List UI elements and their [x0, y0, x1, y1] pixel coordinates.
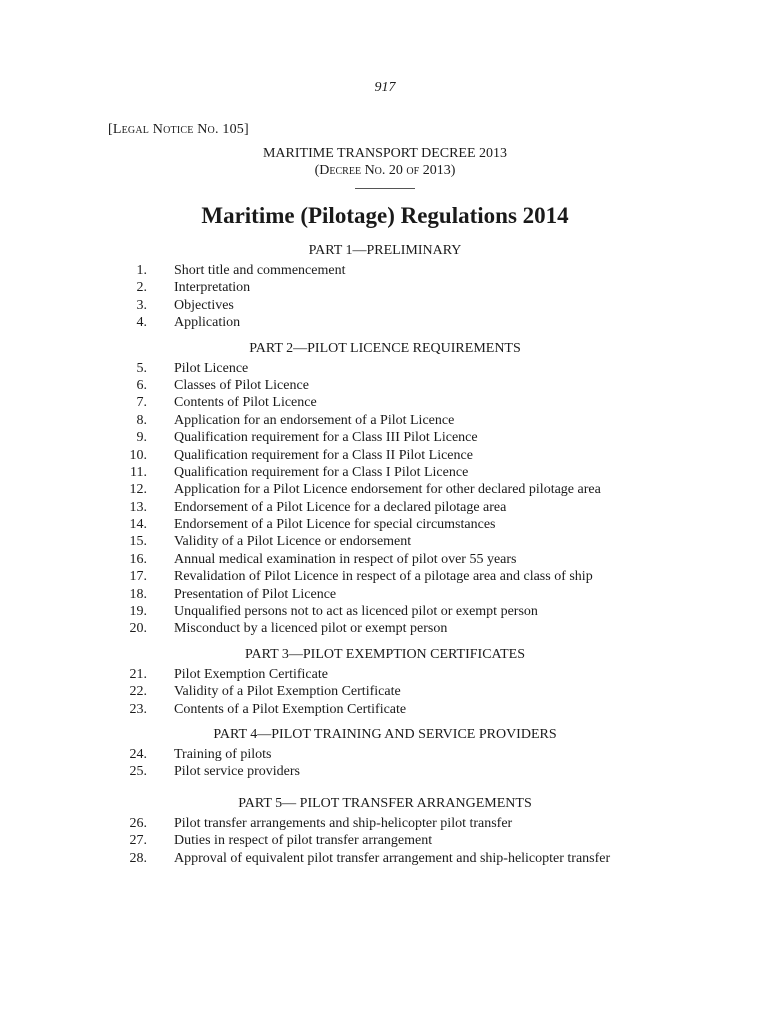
legal-notice-legal: Legal: [112, 122, 150, 137]
entry-number: 27.: [129, 833, 147, 849]
legal-notice-open: [: [108, 122, 113, 137]
legal-notice-no: No.: [197, 122, 219, 137]
decree-number: [0, 163, 770, 179]
entry-title: Qualification requirement for a Class I Pilot Licence: [174, 464, 469, 480]
entry-number: 8.: [136, 412, 147, 428]
entry-number: 14.: [129, 517, 147, 533]
legal-notice-notice: Notice: [152, 122, 194, 137]
toc-entry: [0, 279, 770, 296]
part-heading: PART 3—PILOT EXEMPTION CERTIFICATES: [244, 646, 526, 662]
entry-title: Application for an endorsement of a Pilot Licence: [174, 412, 455, 428]
entry-title: Unqualified persons not to act as licenced pilot or exempt person: [174, 604, 538, 620]
part-heading: PART 5— PILOT TRANSFER ARRANGEMENTS: [238, 795, 532, 811]
decree-no-label: No.: [364, 163, 386, 178]
entry-title: Interpretation: [174, 280, 251, 296]
toc-entry: [0, 683, 770, 700]
entry-title: Presentation of Pilot Licence: [174, 586, 337, 602]
entry-title: Application: [174, 315, 241, 331]
entry-number: 9.: [136, 430, 147, 446]
entry-number: 11.: [130, 464, 147, 480]
entry-number: 26.: [129, 815, 147, 831]
part-gap: [0, 781, 770, 793]
toc-entry: [0, 815, 770, 832]
toc-entry: [0, 620, 770, 637]
entry-title: Validity of a Pilot Exemption Certificate: [174, 684, 401, 700]
entry-number: 17.: [129, 569, 147, 585]
entry-number: 12.: [129, 482, 147, 498]
toc-entry: [0, 314, 770, 331]
entry-number: 20.: [129, 621, 147, 637]
toc-entry: [0, 568, 770, 585]
toc-entry: [0, 746, 770, 763]
entry-number: 16.: [129, 551, 147, 567]
toc-entry: [0, 701, 770, 718]
decree-word: Decree: [319, 163, 362, 178]
entry-number: 10.: [129, 447, 147, 463]
toc-entry: [0, 262, 770, 279]
entry-title: Qualification requirement for a Class III Pilot Licence: [174, 430, 478, 446]
decree-no-value: 20: [388, 163, 403, 178]
entry-number: 21.: [129, 666, 147, 682]
regulations-title: Maritime (Pilotage) Regulations 2014: [201, 203, 569, 228]
toc-entry: [0, 666, 770, 683]
entry-number: 15.: [129, 534, 147, 550]
entry-title: Annual medical examination in respect of pilot over 55 years: [174, 551, 517, 567]
toc-entry: [0, 533, 770, 550]
page-number: 917: [374, 80, 396, 95]
toc-entry: [0, 377, 770, 394]
entry-title: Endorsement of a Pilot Licence for special circumstances: [174, 517, 496, 533]
part-heading: PART 2—PILOT LICENCE REQUIREMENTS: [249, 340, 521, 356]
entry-title: Pilot Licence: [174, 360, 249, 376]
entry-number: 4.: [136, 315, 147, 331]
entry-number: 6.: [136, 377, 147, 393]
entry-title: Application for a Pilot Licence endorsement for other declared pilotage area: [174, 482, 601, 498]
toc-entry: [0, 586, 770, 603]
legal-notice: [108, 122, 249, 138]
decree-of: of: [406, 163, 420, 178]
entry-title: Pilot service providers: [174, 764, 300, 780]
toc-entry: [0, 763, 770, 780]
entry-number: 23.: [129, 701, 147, 717]
entry-number: 28.: [129, 850, 147, 866]
table-of-contents: [0, 240, 770, 867]
toc-entry: [0, 360, 770, 377]
entry-number: 24.: [129, 746, 147, 762]
toc-entry: [0, 464, 770, 481]
entry-title: Training of pilots: [174, 746, 272, 762]
entry-number: 5.: [136, 360, 147, 376]
entry-title: Classes of Pilot Licence: [174, 377, 309, 393]
entry-title: Misconduct by a licenced pilot or exempt person: [174, 621, 448, 637]
toc-entry: [0, 412, 770, 429]
entry-number: 19.: [129, 604, 147, 620]
part-heading: PART 1—PRELIMINARY: [308, 243, 462, 258]
toc-entry: [0, 429, 770, 446]
toc-entry: [0, 394, 770, 411]
entry-title: Pilot Exemption Certificate: [174, 666, 328, 682]
entry-title: Validity of a Pilot Licence or endorsement: [174, 534, 412, 550]
entry-title: Contents of a Pilot Exemption Certificate: [174, 701, 407, 717]
entry-number: 2.: [136, 280, 147, 296]
toc-entry: [0, 603, 770, 620]
toc-entry: [0, 481, 770, 498]
entry-title: Pilot transfer arrangements and ship-helicopter pilot transfer: [174, 815, 513, 831]
entry-title: Revalidation of Pilot Licence in respect of a pilotage area and class of ship: [174, 569, 593, 585]
toc-entry: [0, 447, 770, 464]
entry-number: 1.: [136, 263, 147, 278]
entry-number: 22.: [129, 684, 147, 700]
legal-notice-number: 105]: [222, 122, 249, 137]
toc-entry: [0, 850, 770, 867]
toc-entry: [0, 832, 770, 849]
entry-number: 7.: [136, 395, 147, 411]
entry-title: Short title and commencement: [174, 263, 346, 278]
entry-number: 25.: [129, 764, 147, 780]
decree-open: (: [314, 163, 320, 178]
entry-title: Endorsement of a Pilot Licence for a declared pilotage area: [174, 499, 507, 515]
toc-entry: [0, 516, 770, 533]
separator-rule: [355, 188, 415, 189]
entry-title: Approval of equivalent pilot transfer arrangement and ship-helicopter transfer: [174, 850, 611, 866]
entry-title: Duties in respect of pilot transfer arrangement: [174, 833, 433, 849]
entry-title: Contents of Pilot Licence: [174, 395, 317, 411]
decree-year: 2013): [422, 163, 456, 178]
entry-number: 18.: [129, 586, 147, 602]
entry-title: Objectives: [174, 297, 234, 313]
entry-title: Qualification requirement for a Class II Pilot Licence: [174, 447, 473, 463]
entry-number: 3.: [136, 297, 147, 313]
toc-entry: [0, 551, 770, 568]
toc-entry: [0, 499, 770, 516]
part-heading: PART 4—PILOT TRAINING AND SERVICE PROVIDERS: [213, 726, 557, 742]
toc-entry: [0, 297, 770, 314]
entry-number: 13.: [129, 499, 147, 515]
decree-title: MARITIME TRANSPORT DECREE 2013: [262, 146, 508, 161]
